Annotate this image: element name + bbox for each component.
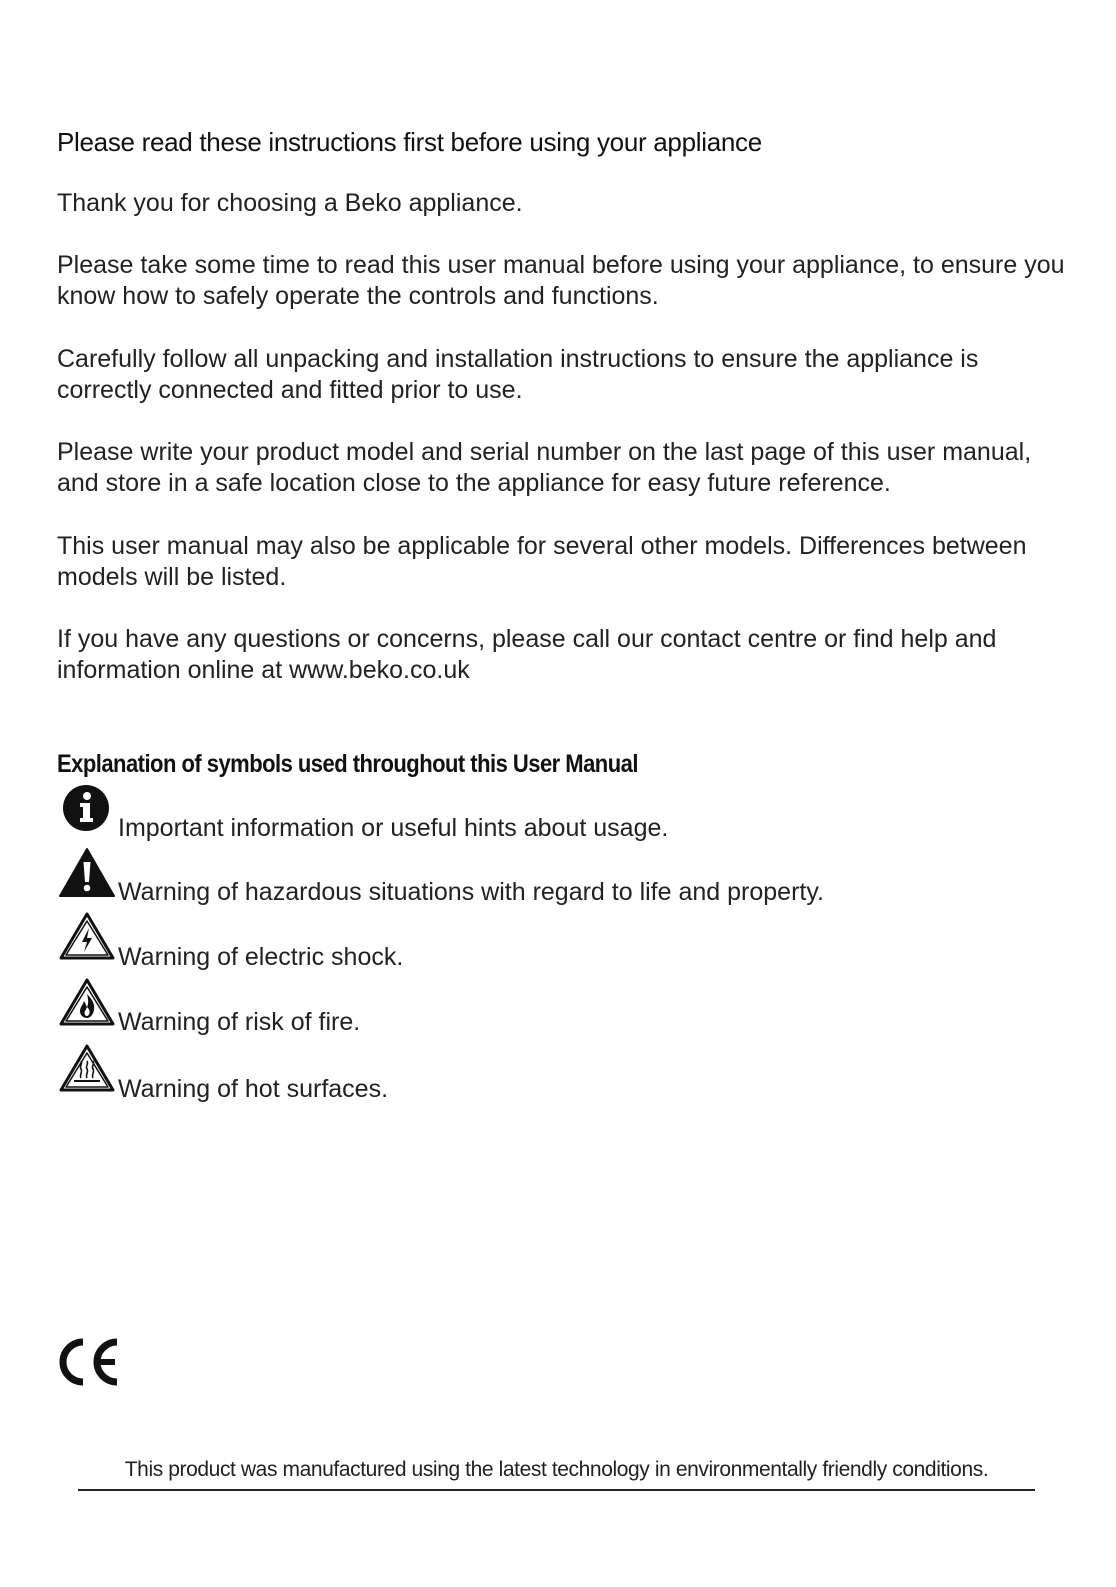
footer-note: This product was manufactured using the latest technology in environmentally friendly conditions.: [124, 1458, 989, 1481]
intro-paragraph: Thank you for choosing a Beko appliance.: [57, 189, 523, 217]
hot-surface-icon: [58, 1042, 116, 1094]
intro-paragraph: Carefully follow all unpacking and installation instructions to ensure the appliance is correctly connected and fitted prior to use.: [57, 345, 979, 404]
warning-icon: [58, 846, 116, 898]
intro-paragraph: Please take some time to read this user manual before using your appliance, to ensure you know how to safely operate the controls and functions.: [57, 251, 1065, 310]
symbol-description: Warning of hot surfaces.: [118, 1075, 389, 1103]
symbol-description: Warning of hazardous situations with regard to life and property.: [118, 878, 824, 906]
symbol-description: Important information or useful hints about usage.: [118, 814, 669, 842]
symbol-item-fire-risk: [58, 976, 1058, 1036]
symbols-heading: Explanation of symbols used throughout this User Manual: [57, 750, 638, 778]
symbol-description: Warning of risk of fire.: [118, 1008, 361, 1036]
intro-paragraph: Please write your product model and serial number on the last page of this user manual, and store in a safe location close to the appliance for easy future reference.: [57, 438, 1032, 497]
symbol-item-info: [58, 783, 1058, 843]
fire-risk-icon: [58, 976, 116, 1028]
symbol-item-electric-shock: [58, 910, 1058, 970]
info-icon: [58, 783, 112, 837]
intro-paragraph: If you have any questions or concerns, please call our contact centre or find help and information online at www.beko.co.uk: [57, 625, 997, 684]
symbol-item-warning: [58, 846, 1058, 906]
page-heading: Please read these instructions first before using your appliance: [57, 127, 762, 157]
symbol-description: Warning of electric shock.: [118, 943, 404, 971]
ce-mark-logo: [55, 1336, 125, 1388]
symbol-item-hot-surface: [58, 1042, 1058, 1102]
electric-shock-icon: [58, 910, 116, 962]
intro-paragraph: This user manual may also be applicable for several other models. Differences between models will be listed.: [57, 532, 1027, 591]
footer-divider: [78, 1489, 1035, 1491]
